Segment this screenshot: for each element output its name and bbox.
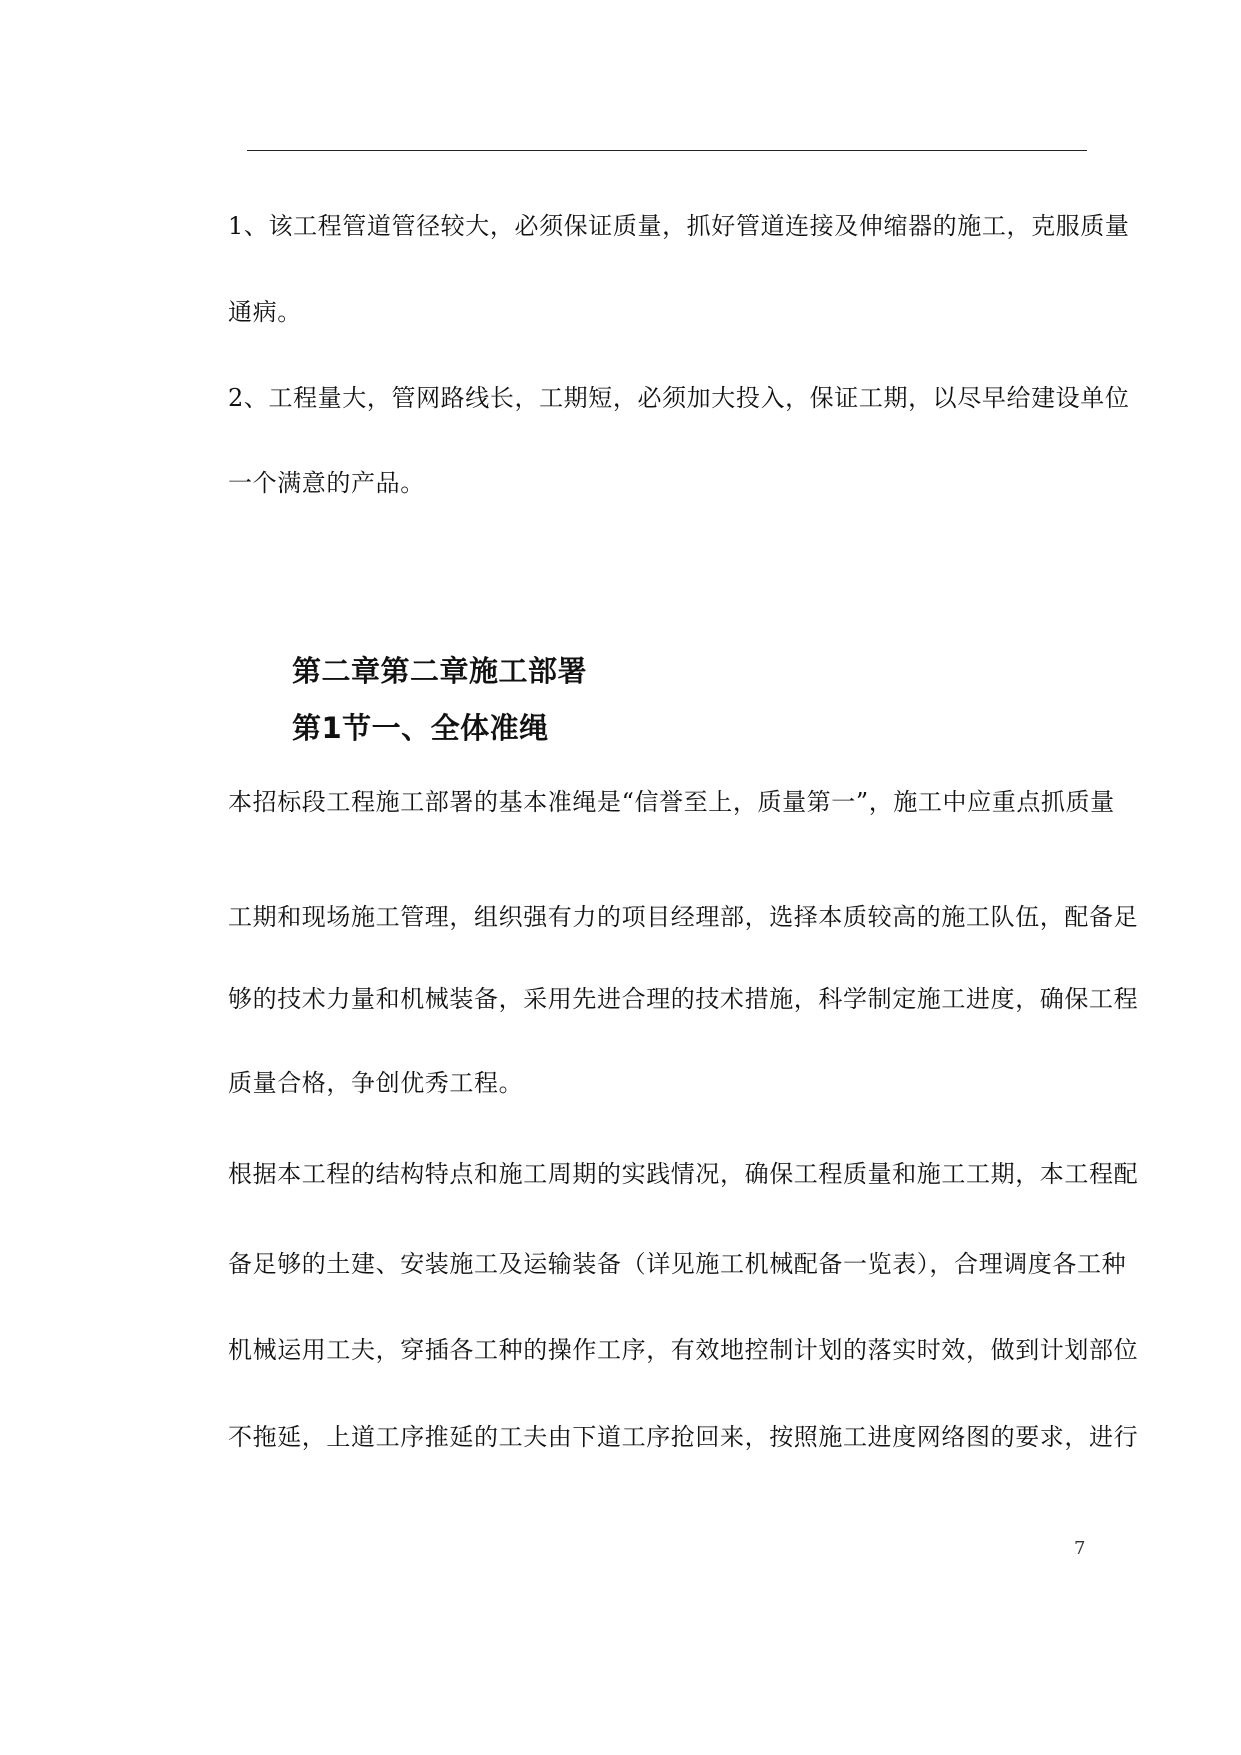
paragraph-line: 够的技术力量和机械装备，采用先进合理的技术措施，科学制定施工进度，确保工程 (228, 985, 1139, 1013)
paragraph-line: 一个满意的产品。 (228, 469, 425, 497)
paragraph-line: 机械运用工夫，穿插各工种的操作工序，有效地控制计划的落实时效，做到计划部位 (228, 1336, 1139, 1364)
paragraph-line: 根据本工程的结构特点和施工周期的实践情况，确保工程质量和施工工期，本工程配 (228, 1160, 1139, 1188)
page-number: 7 (1074, 1538, 1086, 1559)
paragraph-line: 1、该工程管道管径较大，必须保证质量，抓好管道连接及伸缩器的施工，克服质量 (228, 212, 1130, 240)
paragraph-line: 不拖延，上道工序推延的工夫由下道工序抢回来，按照施工进度网络图的要求，进行 (228, 1423, 1139, 1451)
header-rule (247, 150, 1087, 151)
chapter-heading: 第二章第二章施工部署 (292, 654, 588, 688)
section-heading: 第1节一、全体准绳 (292, 711, 549, 745)
paragraph-line: 通病。 (228, 298, 302, 326)
paragraph-line: 质量合格，争创优秀工程。 (228, 1069, 524, 1097)
paragraph-line: 2、工程量大，管网路线长，工期短，必须加大投入，保证工期，以尽早给建设单位 (228, 384, 1130, 412)
paragraph-line: 备足够的土建、安装施工及运输装备（详见施工机械配备一览表），合理调度各工种 (228, 1250, 1127, 1278)
paragraph-line: 工期和现场施工管理，组织强有力的项目经理部，选择本质较高的施工队伍，配备足 (228, 903, 1139, 931)
paragraph-line: 本招标段工程施工部署的基本准绳是“信誉至上，质量第一”，施工中应重点抓质量 (228, 788, 1115, 816)
